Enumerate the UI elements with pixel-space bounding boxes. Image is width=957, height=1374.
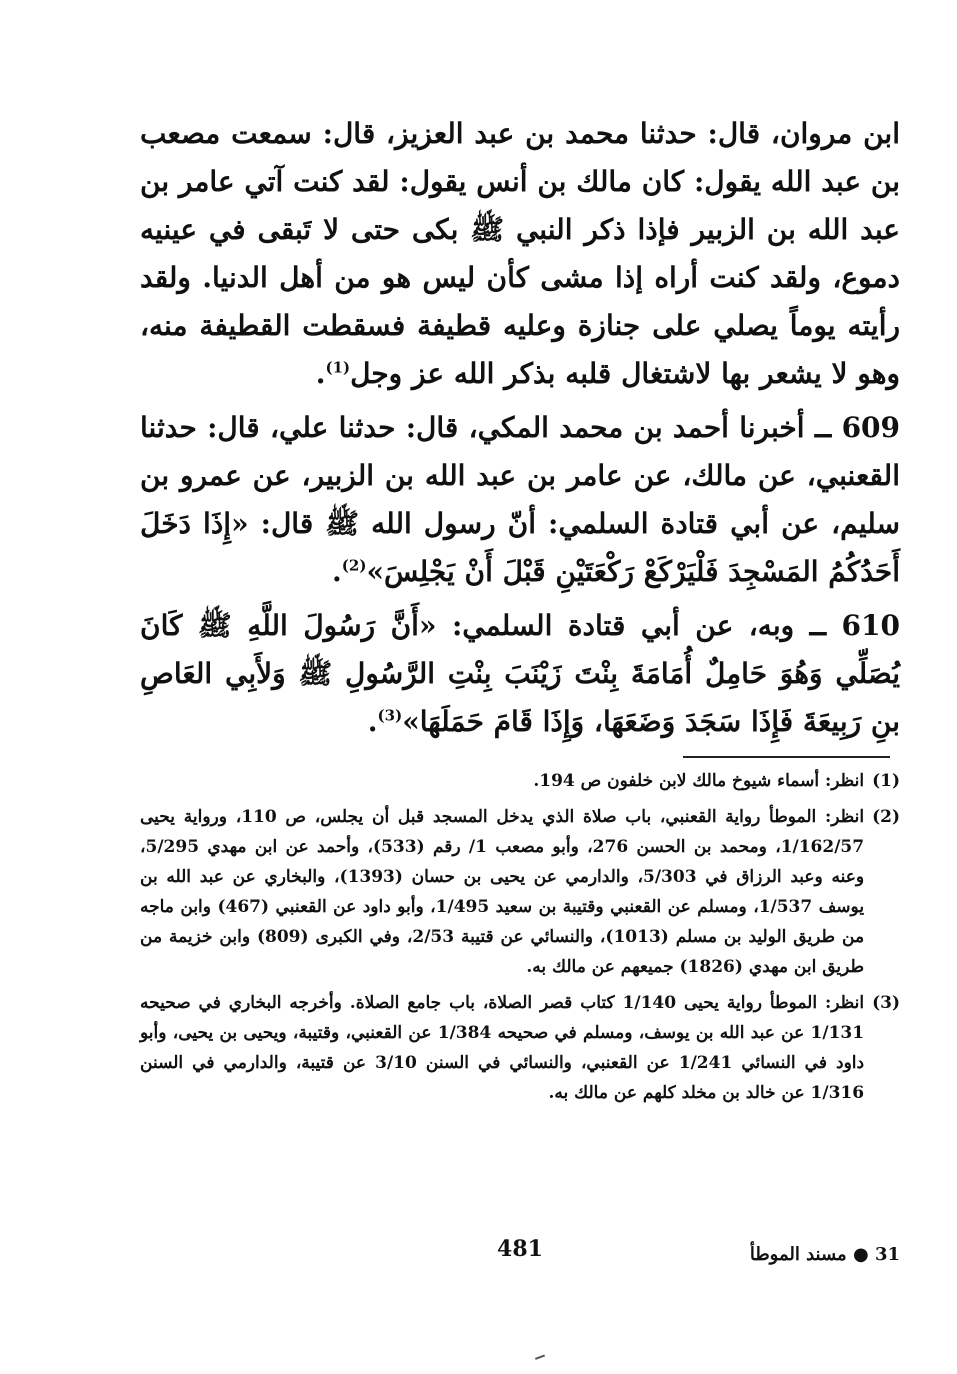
paragraph-1-end: .	[315, 357, 326, 390]
hadith-610-text: وبه، عن أبي قتادة السلمي: «أَنَّ رَسُولَ اللَّهِ ﷺ كَانَ يُصَلِّي وَهُوَ حَامِلٌ أُمَامَةَ بِنْتَ زَيْنَبَ بِنْتِ الرَّسُولِ ﷺ وَلأَبِي العَاصِ بنِ رَبِيعَةَ فَإِذَا سَجَدَ وَضَعَهَا، وَإِذَا قَامَ حَمَلَهَا»	[140, 609, 900, 738]
footnote-1-label: (1)	[872, 771, 900, 791]
paragraph-1-text: ابن مروان، قال: حدثنا محمد بن عبد العزيز، قال: سمعت مصعب بن عبد الله يقول: كان مالك بن أنس يقول: لقد كنت آتي عامر بن عبد الله بن الزبير فإذا ذكر النبي ﷺ بكى حتى لا تَبقى في عينيه دموع، ولقد كنت أراه إذا مشى كأن ليس هو من أهل الدنيا. ولقد رأيته يوماً يصلي على جنازة وعليه قطيفة فسقطت القطيفة منه، وهو لا يشعر بها لاشتغال قلبه بذكر الله عز وجل	[140, 117, 900, 390]
page-footer	[140, 1236, 900, 1276]
hadith-609-number: 609 ــ	[814, 411, 901, 444]
footnote-2-label: (2)	[872, 807, 900, 827]
footnote-3	[140, 988, 900, 1108]
footnote-2-text: انظر: الموطأ رواية القعنبي، باب صلاة الذي يدخل المسجد قبل أن يجلس، ص 110، ورواية يحيى 1/162/57، ومحمد بن الحسن 276، وأبو مصعب 1/ رقم (533)، وأحمد عن ابن مهدي 5/295، وعنه وعبد الرزاق في 5/303، والدارمي عن يحيى بن حسان (1393)، والبخاري عن عبد الله بن يوسف 1/537، ومسلم عن القعنبي وقتيبة بن سعيد 1/495، وأبو داود عن القعنبي (467) وابن ماجه من طريق الوليد بن مسلم (1013)، والنسائي عن قتيبة 2/53، وفي الكبرى (809) وابن خزيمة من طريق ابن مهدي (1826) جميعهم عن مالك به.	[140, 807, 865, 977]
page-number: 481	[497, 1236, 543, 1262]
hadith-610-number: 610 ــ	[809, 609, 900, 642]
footnote-ref-2[interactable]: (2)	[341, 556, 367, 575]
footnote-3-label: (3)	[872, 993, 900, 1013]
hadith-610	[140, 602, 900, 746]
footnote-1	[140, 766, 900, 796]
hadith-609-end: .	[332, 555, 342, 588]
footnotes	[140, 766, 900, 1114]
footnote-ref-1[interactable]: (1)	[325, 358, 351, 377]
hadith-609-text: أخبرنا أحمد بن محمد المكي، قال: حدثنا علي، قال: حدثنا القعنبي، عن مالك، عن عامر بن عبد الله بن الزبير، عن عمرو بن سليم، عن أبي قتادة السلمي: أنّ رسول الله ﷺ قال: «إِذَا دَخَلَ أَحَدُكُمُ المَسْجِدَ فَلْيَرْكَعْ رَكْعَتَيْنِ قَبْلَ أَنْ يَجْلِسَ»	[140, 411, 900, 588]
footnote-2	[140, 802, 900, 982]
hadith-609	[140, 404, 900, 596]
footnote-1-text: انظر: أسماء شيوخ مالك لابن خلفون ص 194.	[533, 771, 865, 791]
footnote-divider	[683, 756, 890, 758]
book-reference: 31 ● مسند الموطأ	[749, 1244, 900, 1265]
footnote-ref-3[interactable]: (3)	[377, 706, 403, 725]
hadith-610-end: .	[367, 705, 378, 738]
paragraph-1	[140, 110, 900, 398]
main-text	[140, 110, 900, 746]
scan-mark	[535, 1355, 547, 1366]
footnote-3-text: انظر: الموطأ رواية يحيى 1/140 كتاب قصر الصلاة، باب جامع الصلاة. وأخرجه البخاري في صحيحه 1/131 عن عبد الله بن يوسف، ومسلم في صحيحه 1/384 عن القعنبي، وقتيبة، ويحيى بن يحيى، وأبو داود في النسائي 1/241 عن القعنبي، والنسائي في السنن 3/10 عن قتيبة، والدارمي في السنن 1/316 عن خالد بن مخلد كلهم عن مالك به.	[140, 993, 865, 1103]
